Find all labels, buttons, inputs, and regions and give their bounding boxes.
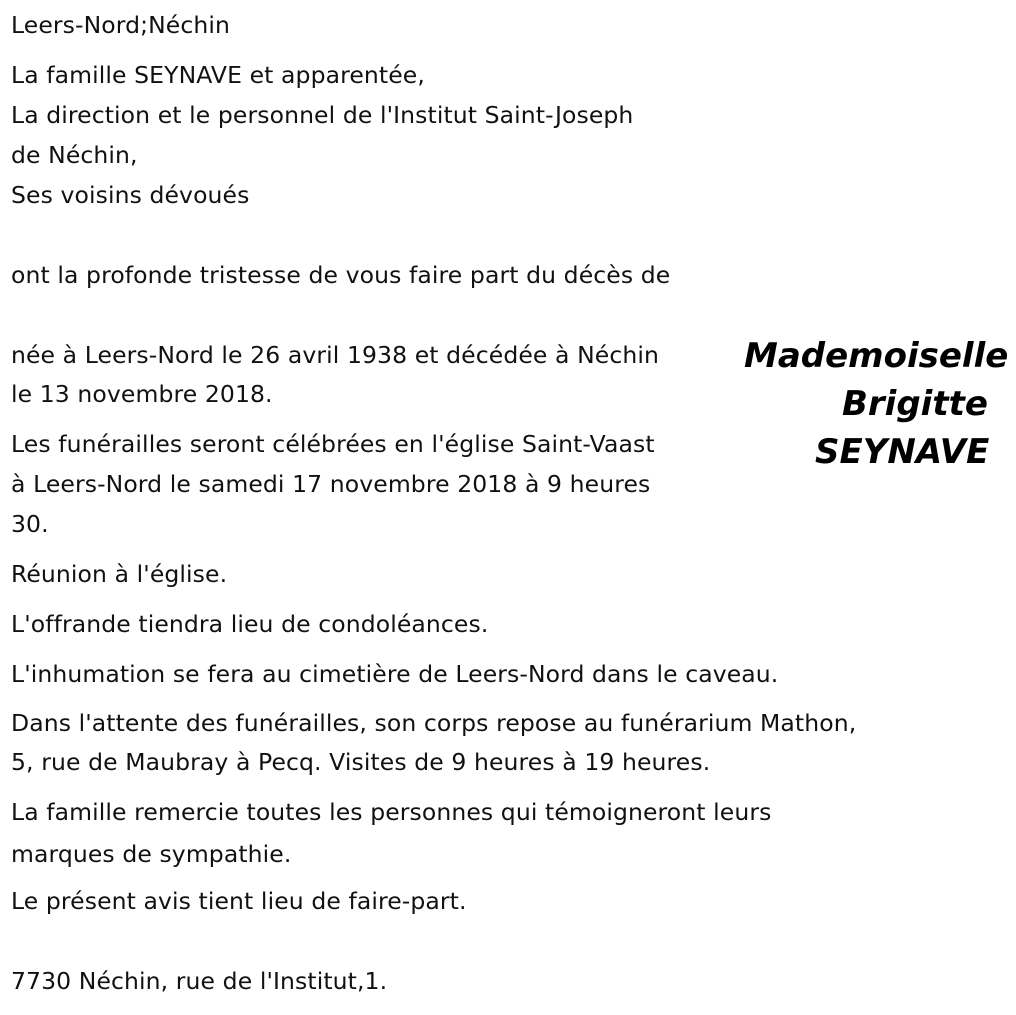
address-line: 7730 Néchin, rue de l'Institut,1.: [11, 967, 388, 995]
funeral-line: Les funérailles seront célébrées en l'église Saint-Vaast: [11, 430, 655, 458]
thanks-line: marques de sympathie.: [11, 840, 292, 868]
funeral-line: à Leers-Nord le samedi 17 novembre 2018 à 9 heures: [11, 470, 651, 498]
viewing-line: Dans l'attente des funérailles, son corps repose au funérarium Mathon,: [11, 709, 857, 737]
deceased-title: Mademoiselle: [744, 336, 1009, 376]
family-line: La famille SEYNAVE et apparentée,: [11, 61, 425, 89]
location-line: Leers-Nord;Néchin: [11, 11, 230, 39]
reunion-line: Réunion à l'église.: [11, 560, 228, 588]
birth-death-line: née à Leers-Nord le 26 avril 1938 et décédée à Néchin: [11, 341, 659, 369]
family-line: Ses voisins dévoués: [11, 181, 250, 209]
family-line: La direction et le personnel de l'Institut Saint-Joseph: [11, 101, 634, 129]
thanks-line: La famille remercie toutes les personnes qui témoigneront leurs: [11, 798, 772, 826]
family-line: de Néchin,: [11, 141, 138, 169]
offering-line: L'offrande tiendra lieu de condoléances.: [11, 610, 489, 638]
announcement-line: ont la profonde tristesse de vous faire part du décès de: [11, 261, 671, 289]
deceased-first-name: Brigitte: [842, 384, 988, 424]
deceased-last-name: SEYNAVE: [815, 432, 990, 472]
viewing-line: 5, rue de Maubray à Pecq. Visites de 9 heures à 19 heures.: [11, 748, 711, 776]
burial-line: L'inhumation se fera au cimetière de Leers-Nord dans le caveau.: [11, 660, 779, 688]
birth-death-line: le 13 novembre 2018.: [11, 380, 273, 408]
notice-line: Le présent avis tient lieu de faire-part.: [11, 887, 467, 915]
funeral-line: 30.: [11, 510, 49, 538]
